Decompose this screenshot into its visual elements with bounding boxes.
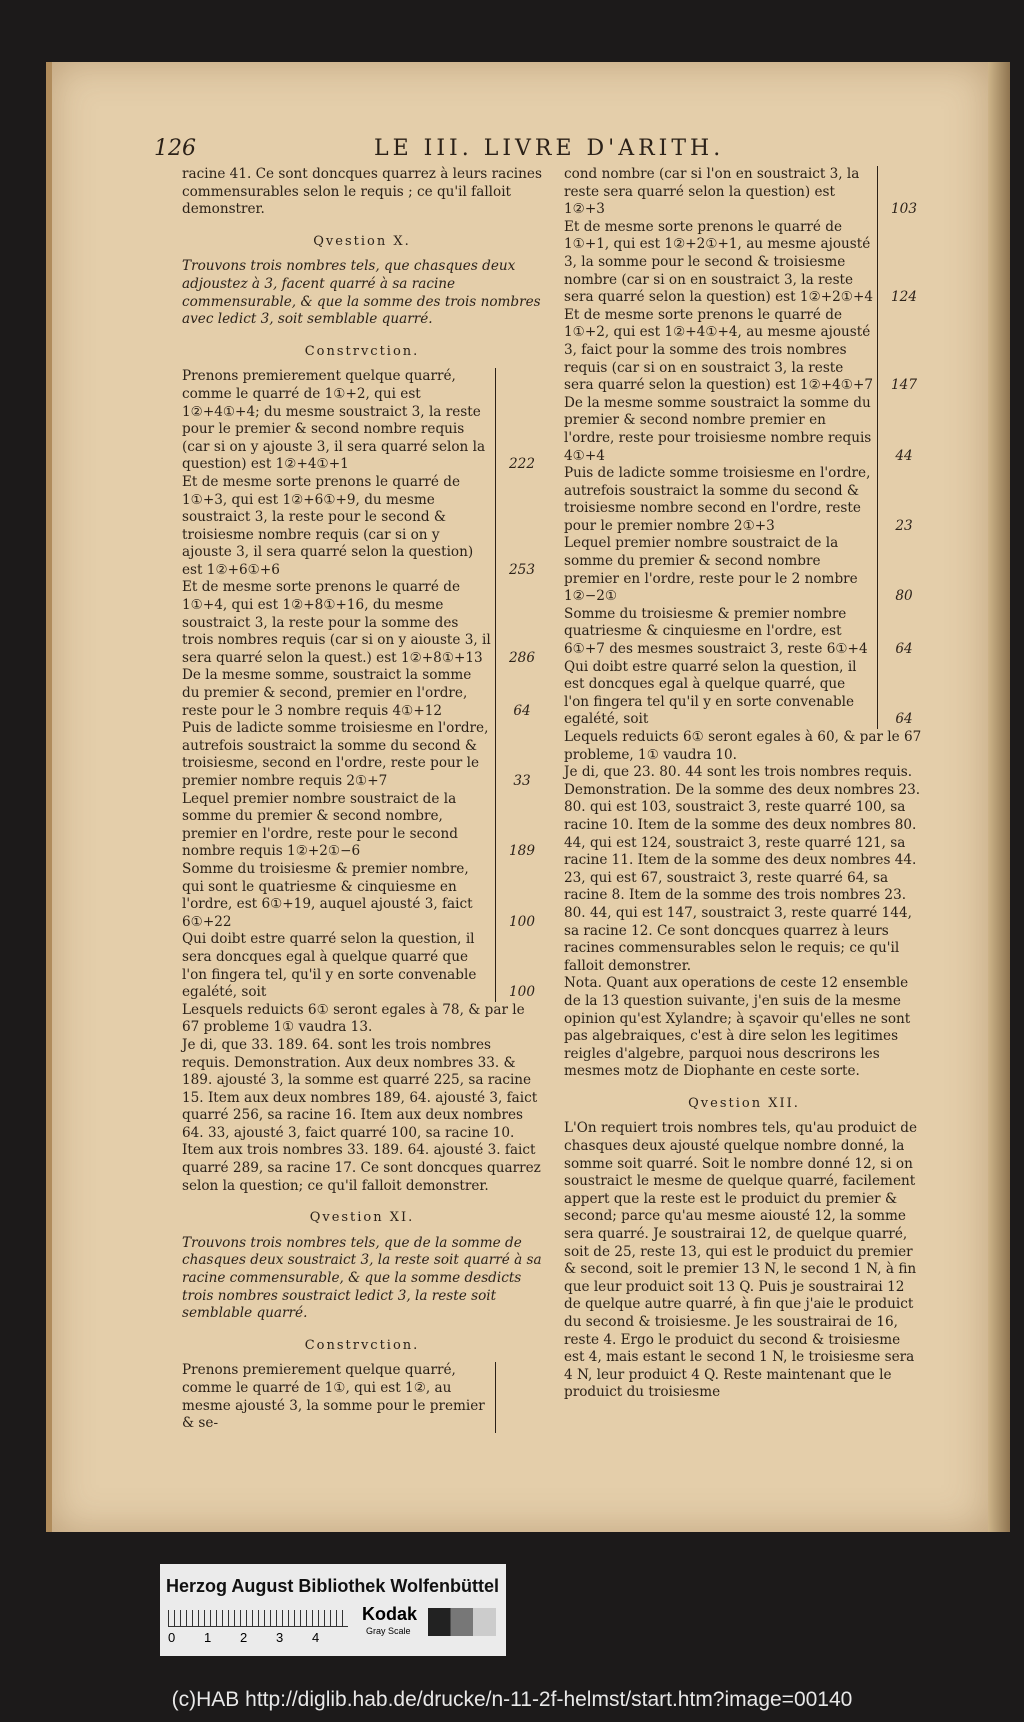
nota-text: Nota. Quant aux operations de ceste 12 ensemble de la 13 question suivante, j'en suis de la mesme opinion qu'est Xylandre; à sçavoir qu'elles ne sont pas algebraiques, c'est à dire selon les legitimes reigles d'algebre, parquoi nous descrirons les mesmes motz de Diophante en ceste sorte. [564, 975, 911, 1080]
construction-step: Prenons premierement quelque quarré, comme le quarré de 1①+2, qui est 1②+4①+4; du mesme soustraict 3, la reste pour le premier & second nombre requis (car si on y ajouste 3, il sera quarré selon la question) est 1②+4①+1 222 [182, 368, 492, 474]
construction-step: Puis de ladicte somme troisiesme en l'ordre, autrefois soustraict la somme du second & troisiesme, second en l'ordre, reste pour le premier nombre requis 2①+7 33 [182, 720, 492, 790]
construction-step: Qui doibt estre quarré selon la question, il sera doncques egal à quelque quarré que l'on fingera tel, qu'il y en sorte convenable egalété, soit 100 [182, 931, 492, 1001]
construction-step: cond nombre (car si l'on en soustraict 3, la reste sera quarré selon la question) est 1②+3 103 [564, 166, 874, 219]
construction-title: Constrvction. [304, 343, 420, 359]
construction-step: Et de mesme sorte prenons le quarré de 1①+2, qui est 1②+4①+4, au mesme ajousté 3, faict pour la somme des trois nombres requis (car si on en soustraict 3, la reste sera quarré selon la question) est 1②+4①+7 147 [564, 307, 874, 395]
step-value: 100 [509, 984, 535, 1001]
construction-step: Somme du troisiesme & premier nombre, qui sont le quatriesme & cinquiesme en l'ordre, est 6①+19, auquel ajousté 3, faict 6①+22 100 [182, 861, 492, 931]
kodak-label: Kodak [362, 1604, 418, 1624]
construction-step: Qui doibt estre quarré selon la question, il est doncques egal à quelque quarré, que l'on fingera tel qu'il y en sorte convenable egalété, soit 64 [564, 659, 874, 729]
step-value: 33 [513, 773, 531, 789]
step-value: 64 [513, 702, 531, 719]
gray-swatch [428, 1608, 496, 1636]
running-header [154, 136, 924, 164]
reduction-text: Lesquels reduicts 6① seront egales à 78, & par le 67 probleme 1① vaudra 13. [182, 1001, 525, 1036]
question-12-title: Qvestion XII. [688, 1095, 800, 1111]
construction-step: Lequel premier nombre soustraict de la somme du premier & second nombre premier en l'ordre, reste pour le 2 nombre 1②−2① 80 [564, 535, 874, 605]
construction-step: Et de mesme sorte prenons le quarré de 1①+3, qui est 1②+6①+9, du mesme soustraict 3, la reste pour le second & troisiesme nombre requis (car si on y ajouste 3, il sera quarré selon la question) est 1②+6①+6 253 [182, 474, 492, 580]
construction-step: Et de mesme sorte prenons le quarré de 1①+1, qui est 1②+2①+1, au mesme ajousté 3, la somme pour le second & troisiesme nombre (car si on en soustraict 3, la reste sera quarré selon la question) est 1②+2①+4 124 [564, 219, 874, 307]
construction-step: Prenons premierement quelque quarré, comme le quarré de 1①, qui est 1②, au mesme ajousté 3, la somme pour le premier & se- [182, 1362, 485, 1432]
intro-text: racine 41. Ce sont doncques quarrez à leurs racines commensurables selon le requis ; ce qu'il falloit demonstrer. [182, 166, 542, 218]
question-10-statement: Trouvons trois nombres tels, que chasques deux adjoustez à 3, facent quarré à sa racine commensurable, & que la somme des trois nombres avec ledict 3, soit semblable quarré. [182, 258, 541, 328]
step-value: 124 [891, 289, 917, 306]
step-value: 189 [509, 843, 535, 860]
page-number: 126 [154, 136, 196, 161]
ruler-ticks: 0 1 2 3 4 [168, 1630, 320, 1645]
construction-step: De la mesme somme, soustraict la somme du premier & second, premier en l'ordre, reste pour le 3 nombre requis 4①+12 64 [182, 667, 492, 720]
question-11-title: Qvestion XI. [309, 1210, 415, 1226]
footer-url[interactable]: (c)HAB http://diglib.hab.de/drucke/n-11-2f-helmst/start.htm?image=00140 [171, 1688, 853, 1711]
step-value: 253 [509, 561, 535, 578]
running-title: LE III. LIVRE D'ARITH. [374, 136, 725, 161]
step-value: 222 [509, 456, 535, 473]
question-12-text: L'On requiert trois nombres tels, qu'au produict de chasques deux ajousté quelque nombre donné, la somme soit quarré. Soit le nombre donné 12, si on soustraict le mesme de quelque quarré, facilement appert que la reste est le produict du premier & second; parce qu'au mesme aiousté 12, la somme sera quarré. Je soustrairai 12, de quelque quarré, soit de 25, reste 13, qui est le produict du premier & second, soit le premier 13 N, le second 1 N, à fin que leur produict soit 13 Q. Puis je soustrairai 12 de quelque autre quarré, à fin que j'aie le produict du second & troisiesme. Je les soustrairai de 16, reste 4. Ergo le produict du second & troisiesme est 4, mais estant le second 1 N, le troisiesme sera 4 N, leur produict 4 Q. Reste maintenant que le produict du troisiesme [564, 1120, 917, 1401]
construction-step: Et de mesme sorte prenons le quarré de 1①+4, qui est 1②+8①+16, du mesme soustraict 3, la reste pour la somme des trois nombres requis (car si on y aiouste 3, il sera quarré selon la quest.) est 1②+8①+13 286 [182, 579, 492, 667]
table-rule [877, 166, 878, 729]
construction-table-right [564, 166, 924, 729]
gray-scale-label: Gray Scale [366, 1626, 411, 1636]
table-rule [495, 1362, 496, 1432]
library-color-card [160, 1564, 506, 1656]
construction-title-11: Constrvction. [304, 1337, 420, 1353]
step-value: 44 [895, 447, 913, 464]
step-value: 64 [895, 641, 913, 658]
step-value: 147 [891, 377, 917, 394]
ruler-scale [168, 1610, 348, 1627]
reduction-text: Lequels reduicts 6① seront egales à 60, & par le 67 probleme, 1① vaudra 10. [564, 729, 922, 763]
construction-table [182, 368, 542, 1001]
construction-table-11 [182, 1362, 542, 1432]
step-value: 100 [509, 913, 535, 930]
construction-step: Somme du troisiesme & premier nombre quatriesme & cinquiesme en l'ordre, est 6①+7 des mesmes soustraict 3, reste 6①+4 64 [564, 606, 874, 659]
construction-step: De la mesme somme soustraict la somme du premier & second nombre premier en l'ordre, reste pour troisiesme nombre requis 4①+4 44 [564, 395, 874, 465]
page-right-edge [988, 62, 1010, 1532]
left-column [182, 166, 542, 1433]
step-value: 64 [895, 711, 913, 728]
construction-step: Lequel premier nombre soustraict de la somme du premier & second nombre, premier en l'ordre, reste pour le second nombre requis 1②+2①−6 189 [182, 791, 492, 861]
institution-name: Herzog August Bibliothek Wolfenbüttel [166, 1576, 499, 1596]
step-value: 103 [891, 201, 917, 218]
table-rule [495, 368, 496, 1001]
demonstration-text: Je di, que 33. 189. 64. sont les trois nombres requis. Demonstration. Aux deux nombres 33. & 189. ajousté 3, la somme est quarré 225, sa racine 15. Item aux deux nombres 189, 64. ajousté 3, faict quarré 256, sa racine 16. Item aux deux nombres 64. 33, ajousté 3, faict quarré 100, sa racine 10. Item aux trois nombres 33. 189. 64. ajousté 3. faict quarré 289, sa racine 17. Ce sont doncques quarrez selon la question; ce qu'il falloit demonstrer. [182, 1036, 541, 1194]
step-value: 80 [895, 588, 913, 605]
question-11-statement: Trouvons trois nombres tels, que de la somme de chasques deux soustraict 3, la reste soit quarré à sa racine commensurable, & que la somme desdicts trois nombres soustraict ledict 3, la reste soit semblable quarré. [182, 1234, 542, 1322]
construction-step: Puis de ladicte somme troisiesme en l'ordre, autrefois soustraict la somme du second & troisiesme nombre second en l'ordre, reste pour le premier nombre 2①+3 23 [564, 465, 874, 535]
step-value: 286 [509, 649, 535, 666]
right-column [564, 166, 924, 1402]
demonstration-text: Je di, que 23. 80. 44 sont les trois nombres requis. Demonstration. De la somme des deux nombres 23. 80. qui est 103, soustraict 3, reste quarré 100, sa racine 10. Item de la somme des deux nombres 80. 44, qui est 124, soustraict 3, reste quarré 121, sa racine 11. Item de la somme des deux nombres 44. 23, qui est 67, soustraict 3, reste quarré 64, sa racine 8. Item de la somme des trois nombres 23. 80. 44, qui est 147, soustraict 3, reste quarré 144, sa racine 12. Ce sont doncques quarrez à leurs racines commensurables selon le requis; ce qu'il falloit demonstrer. [564, 764, 921, 974]
question-10-title: Qvestion X. [313, 233, 411, 249]
step-value: 23 [895, 517, 913, 534]
